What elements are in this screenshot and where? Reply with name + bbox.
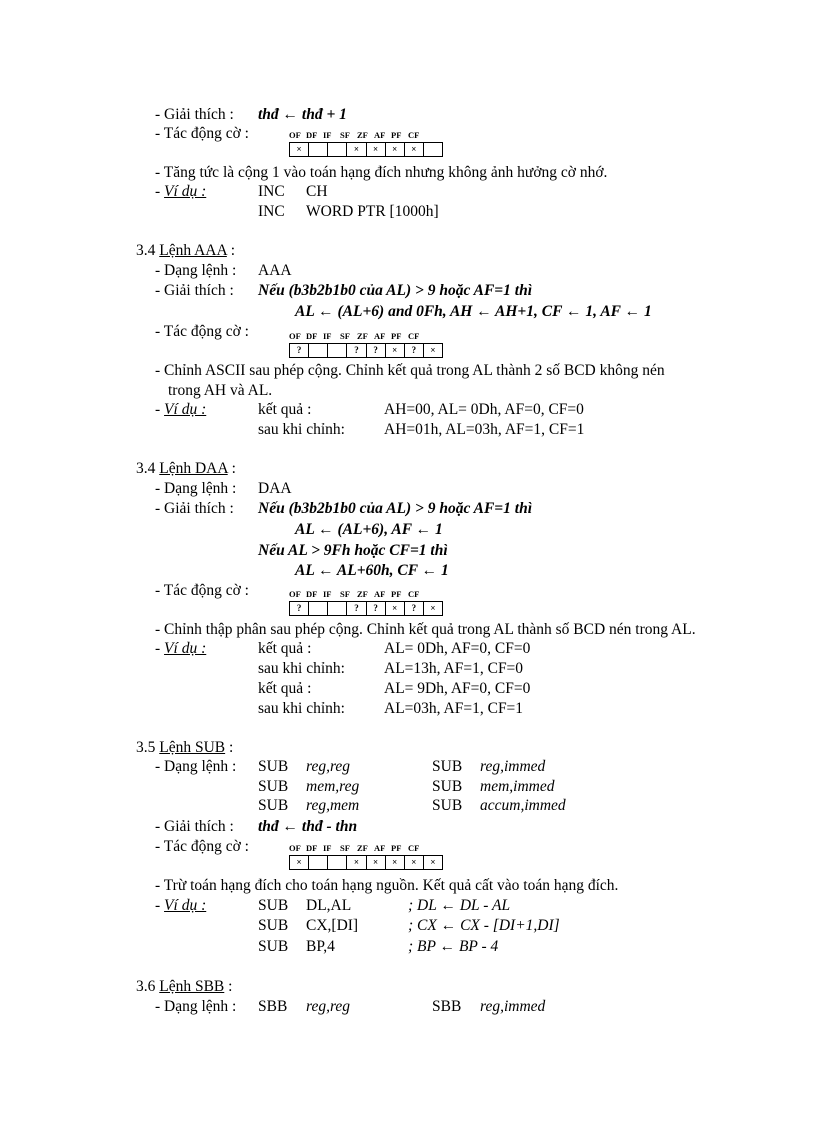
sub-desc: - Trừ toán hạng đích cho toán hạng nguồn. Kết quả cất vào toán hạng đích. — [155, 877, 619, 894]
flag-header-zf: ZF — [357, 331, 368, 341]
daa-ex-val-1: AL= 0Dh, AF=0, CF=0 — [384, 640, 531, 657]
flag-cell-df — [309, 143, 328, 156]
sbb-form-arg-1a: reg,reg — [306, 998, 351, 1015]
flag-header-zf: ZF — [357, 589, 368, 599]
flag-cell-cf: × — [430, 345, 436, 355]
flag-cell-pf: ? — [405, 344, 424, 357]
flag-cell-if — [328, 856, 347, 869]
flag-cell-sf: × — [347, 143, 366, 156]
flag-header-df: DF — [306, 130, 318, 140]
sub-ex-op-1: SUB — [258, 897, 289, 914]
inc-ex-label: Ví dụ : — [164, 183, 207, 200]
daa-expl-label: - Giải thích : — [155, 500, 234, 517]
flag-cell-af: × — [386, 143, 405, 156]
flag-cell-if — [328, 143, 347, 156]
daa-ex-key-2: sau khi chỉnh: — [258, 660, 345, 677]
daa-ex-key-1: kết quả : — [258, 640, 312, 657]
flag-cell-sf: × — [347, 856, 366, 869]
sub-ex-op-2: SUB — [258, 917, 289, 934]
sub-ex-arg-1: DL,AL — [306, 897, 352, 914]
daa-heading-name: Lệnh DAA — [159, 460, 228, 477]
flag-cell-if — [328, 344, 347, 357]
sbb-form-label: - Dạng lệnh : — [155, 998, 237, 1015]
aaa-expl-2: AL ← (AL+6) and 0Fh, AH ← AH+1, CF ← 1, AF ← 1 — [295, 303, 652, 320]
inc-expl-formula: thđ ← thđ + 1 — [258, 106, 347, 123]
sub-form-op-2b: SUB — [432, 778, 463, 795]
daa-form: DAA — [258, 480, 292, 497]
flag-cell-af: × — [386, 344, 405, 357]
daa-ex-key-3: kết quả : — [258, 680, 312, 697]
sub-ex-op-3: SUB — [258, 938, 289, 955]
inc-ex-op-1: INC — [258, 183, 285, 200]
flag-cell-af: × — [386, 856, 405, 869]
flag-header-af: AF — [374, 589, 386, 599]
flag-header-sf: SF — [340, 130, 350, 140]
flag-cell-pf: × — [405, 856, 424, 869]
sbb-form-arg-1b: reg,immed — [480, 998, 546, 1015]
flag-header-zf: ZF — [357, 843, 368, 853]
aaa-ex-val-2: AH=01h, AL=03h, AF=1, CF=1 — [384, 421, 585, 438]
flag-cell-of: × — [290, 143, 309, 156]
sub-form-op-3a: SUB — [258, 797, 289, 814]
aaa-ex-key-2: sau khi chỉnh: — [258, 421, 345, 438]
flag-cell-zf: × — [367, 856, 386, 869]
flag-header-pf: PF — [391, 843, 402, 853]
flag-header-sf: SF — [340, 589, 350, 599]
flag-cell-of: × — [290, 856, 309, 869]
sub-form-op-1a: SUB — [258, 758, 289, 775]
aaa-heading-num: 3.4 — [136, 242, 156, 259]
flag-header-cf: CF — [408, 843, 420, 853]
flag-cell-sf: ? — [347, 602, 366, 615]
sbb-form-op-1a: SBB — [258, 998, 288, 1015]
sbb-heading-num: 3.6 — [136, 978, 156, 995]
flag-cell-af: × — [386, 602, 405, 615]
flag-header-cf: CF — [408, 589, 420, 599]
sub-form-arg-2b: mem,immed — [480, 778, 555, 795]
aaa-form-label: - Dạng lệnh : — [155, 262, 237, 279]
sub-ex-label: Ví dụ : — [164, 897, 207, 914]
sbb-form-op-1b: SBB — [432, 998, 462, 1015]
flag-header-df: DF — [306, 589, 318, 599]
daa-heading-num: 3.4 — [136, 460, 156, 477]
flag-header-af: AF — [374, 843, 386, 853]
flag-header-of: OF — [289, 589, 301, 599]
flag-cell-if — [328, 602, 347, 615]
flag-header-zf: ZF — [357, 130, 368, 140]
flag-header-cf: CF — [408, 331, 420, 341]
flag-cell-zf: ? — [367, 344, 386, 357]
flag-cell-pf: ? — [405, 602, 424, 615]
sub-form-op-2a: SUB — [258, 778, 289, 795]
flag-cell-sf: ? — [347, 344, 366, 357]
flag-header-pf: PF — [391, 589, 402, 599]
sub-form-op-1b: SUB — [432, 758, 463, 775]
sub-heading-name: Lệnh SUB — [159, 739, 226, 756]
flag-header-of: OF — [289, 331, 301, 341]
aaa-expl-label: - Giải thích : — [155, 282, 234, 299]
aaa-heading: 3.4 Lệnh AAA : — [136, 242, 236, 259]
daa-form-label: - Dạng lệnh : — [155, 480, 237, 497]
inc-expl-label: - Giải thích : — [155, 106, 234, 123]
sub-form-arg-1b: reg,immed — [480, 758, 546, 775]
daa-flags-table — [289, 589, 443, 616]
flag-header-af: AF — [374, 130, 386, 140]
aaa-ex-key-1: kết quả : — [258, 401, 312, 418]
aaa-desc-2: trong AH và AL. — [168, 382, 273, 399]
sbb-heading-name: Lệnh SBB — [159, 978, 225, 995]
inc-ex-arg-2: WORD PTR [1000h] — [306, 203, 439, 220]
flag-cell-of: ? — [290, 344, 309, 357]
flag-header-if: IF — [323, 843, 332, 853]
inc-flags-label: - Tác động cờ : — [155, 125, 249, 142]
sub-form-op-3b: SUB — [432, 797, 463, 814]
flag-header-df: DF — [306, 843, 318, 853]
inc-ex-arg-1: CH — [306, 183, 328, 200]
flag-cell-zf: × — [367, 143, 386, 156]
sub-ex-arg-2: CX,[DI] — [306, 917, 359, 934]
flag-cell-cf — [424, 143, 442, 156]
sbb-heading: 3.6 Lệnh SBB : — [136, 978, 233, 995]
sub-form-label: - Dạng lệnh : — [155, 758, 237, 775]
flag-header-df: DF — [306, 331, 318, 341]
sub-ex-prefix: - Ví dụ : — [155, 897, 207, 914]
flag-cell-df — [309, 602, 328, 615]
inc-flags-table — [289, 130, 443, 157]
daa-ex-val-3: AL= 9Dh, AF=0, CF=0 — [384, 680, 531, 697]
daa-ex-label: Ví dụ : — [164, 640, 207, 657]
flag-cell-pf: × — [405, 143, 424, 156]
daa-expl-1: Nếu (b3b2b1b0 của AL) > 9 hoặc AF=1 thì — [258, 500, 532, 517]
flag-header-if: IF — [323, 130, 332, 140]
daa-ex-key-4: sau khi chỉnh: — [258, 700, 345, 717]
daa-desc: - Chỉnh thập phân sau phép cộng. Chỉnh kết quả trong AL thành số BCD nén trong AL. — [155, 621, 696, 638]
aaa-ex-val-1: AH=00, AL= 0Dh, AF=0, CF=0 — [384, 401, 584, 418]
daa-expl-3: Nếu AL > 9Fh hoặc CF=1 thì — [258, 542, 448, 559]
flag-header-of: OF — [289, 843, 301, 853]
daa-expl-2: AL ← (AL+6), AF ← 1 — [295, 521, 443, 538]
aaa-heading-name: Lệnh AAA — [159, 242, 227, 259]
daa-ex-val-4: AL=03h, AF=1, CF=1 — [384, 700, 524, 717]
flag-header-pf: PF — [391, 130, 402, 140]
sub-flags-table — [289, 843, 443, 870]
flag-header-af: AF — [374, 331, 386, 341]
daa-expl-4: AL ← AL+60h, CF ← 1 — [295, 562, 449, 579]
daa-ex-prefix: - Ví dụ : — [155, 640, 207, 657]
sub-heading-num: 3.5 — [136, 739, 156, 756]
daa-heading: 3.4 Lệnh DAA : — [136, 460, 236, 477]
sub-expl-formula: thđ ← thđ - thn — [258, 818, 358, 835]
sub-ex-comment-3: ; BP ← BP - 4 — [408, 938, 499, 955]
sub-heading: 3.5 Lệnh SUB : — [136, 739, 234, 756]
sub-form-arg-2a: mem,reg — [306, 778, 360, 795]
flag-cell-df — [309, 344, 328, 357]
sub-form-arg-3a: reg,mem — [306, 797, 360, 814]
aaa-flags-label: - Tác động cờ : — [155, 323, 249, 340]
flag-header-sf: SF — [340, 843, 350, 853]
aaa-desc-1: - Chỉnh ASCII sau phép cộng. Chỉnh kết quả trong AL thành 2 số BCD không nén — [155, 362, 665, 379]
aaa-form: AAA — [258, 262, 292, 279]
sub-ex-arg-3: BP,4 — [306, 938, 335, 955]
aaa-expl-1: Nếu (b3b2b1b0 của AL) > 9 hoặc AF=1 thì — [258, 282, 532, 299]
aaa-ex-label: Ví dụ : — [164, 401, 207, 418]
sub-expl-label: - Giải thích : — [155, 818, 234, 835]
flag-header-if: IF — [323, 589, 332, 599]
inc-desc: - Tăng tức là cộng 1 vào toán hạng đích nhưng không ảnh hưởng cờ nhớ. — [155, 164, 608, 181]
daa-ex-val-2: AL=13h, AF=1, CF=0 — [384, 660, 524, 677]
aaa-ex-prefix: - Ví dụ : — [155, 401, 207, 418]
flag-cell-zf: ? — [367, 602, 386, 615]
flag-cell-df — [309, 856, 328, 869]
flag-header-sf: SF — [340, 331, 350, 341]
sub-form-arg-3b: accum,immed — [480, 797, 566, 814]
flag-cell-cf: × — [430, 857, 436, 867]
sub-form-arg-1a: reg,reg — [306, 758, 351, 775]
flag-header-cf: CF — [408, 130, 420, 140]
flag-cell-of: ? — [290, 602, 309, 615]
flag-header-if: IF — [323, 331, 332, 341]
sub-flags-label: - Tác động cờ : — [155, 838, 249, 855]
inc-ex-prefix: - Ví dụ : — [155, 183, 207, 200]
flag-header-of: OF — [289, 130, 301, 140]
sub-ex-comment-1: ; DL ← DL - AL — [408, 897, 511, 914]
aaa-flags-table — [289, 331, 443, 358]
inc-ex-op-2: INC — [258, 203, 285, 220]
sub-ex-comment-2: ; CX ← CX - [DI+1,DI] — [408, 917, 560, 934]
flag-cell-cf: × — [430, 603, 436, 613]
flag-header-pf: PF — [391, 331, 402, 341]
daa-flags-label: - Tác động cờ : — [155, 582, 249, 599]
